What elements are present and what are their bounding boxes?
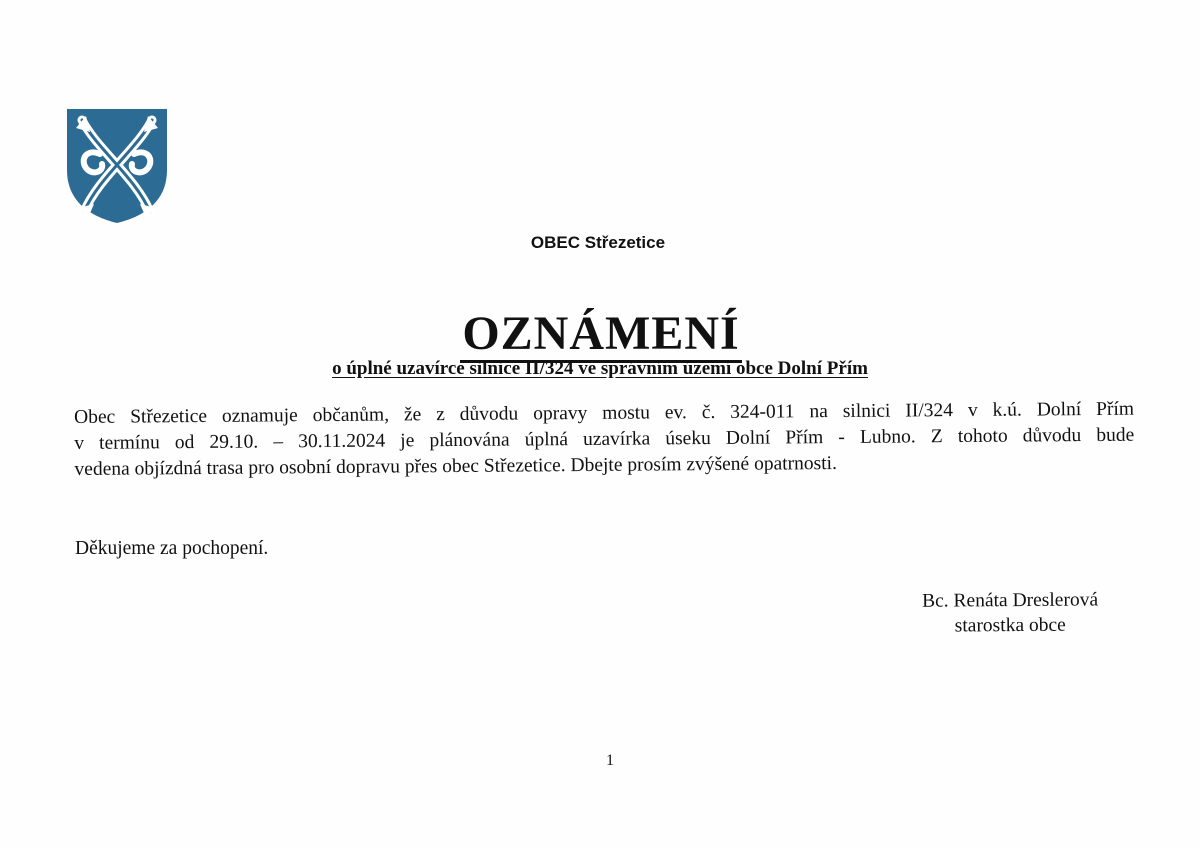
document-subtitle-text: o úplné uzavírce silnice II/324 ve správním území obce Dolní Přím (332, 358, 868, 379)
document-title (0, 306, 1200, 361)
page-number: 1 (606, 752, 614, 769)
coat-of-arms-icon (66, 108, 168, 224)
body-line-3: vedena objízdná trasa pro osobní dopravu přes obec Střezetice. Dbejte prosím zvýšené opatrnosti. (74, 453, 838, 480)
document-title-text: OZNÁMENÍ (460, 307, 741, 363)
announcement-body (74, 397, 1135, 483)
body-line-2: v termínu od 29.10. – 30.11.2024 je plánována úplná uzavírka úseku Dolní Přím - Lubno. Z tohoto důvodu bude (74, 424, 1135, 454)
signature-block (880, 587, 1140, 639)
thanks-line: Děkujeme za pochopení. (75, 538, 269, 559)
document-subtitle (0, 358, 1200, 380)
municipality-name: OBEC Střezetice (530, 233, 666, 252)
body-line-1: Obec Střezetice oznamuje občanům, že z důvodu opravy mostu ev. č. 324-011 na silnici II/324 v k.ú. Dolní Přím (74, 398, 1135, 428)
signatory-role: starostka obce (954, 614, 1066, 637)
signatory-name: Bc. Renáta Dreslerová (922, 589, 1099, 612)
